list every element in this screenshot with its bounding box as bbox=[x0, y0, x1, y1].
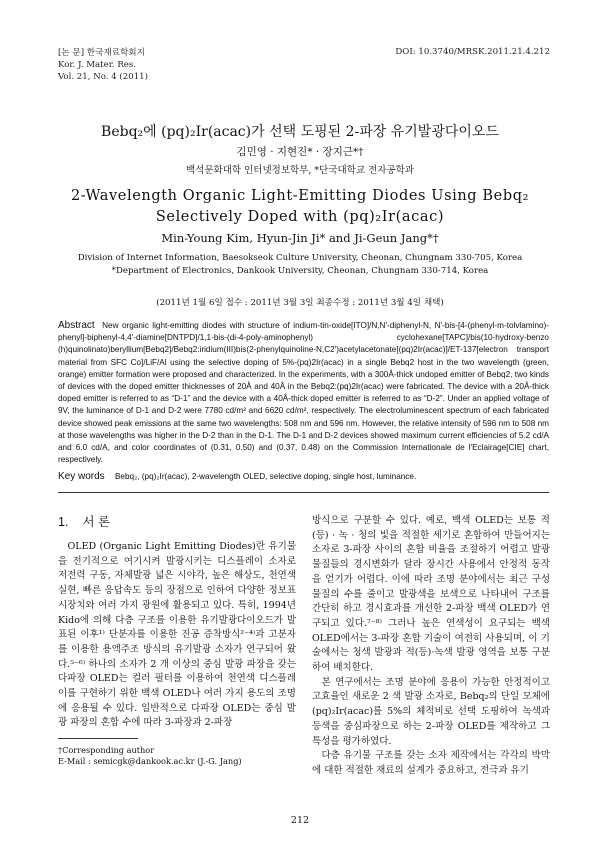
section-heading bbox=[58, 512, 110, 530]
footnote bbox=[58, 745, 242, 767]
doi-label: DOI: 10.3740/MRSK.2011.21.4.212 bbox=[395, 47, 550, 57]
right-column bbox=[312, 514, 550, 779]
abstract bbox=[58, 320, 549, 466]
journal-info bbox=[58, 47, 148, 84]
keywords-text: Bebq₂, (pq)₂Ir(acac), 2-wavelength OLED, selective doping, single host, luminance. bbox=[114, 472, 417, 481]
english-affiliation-line-1: Division of Internet Information, Baesokseok Culture University, Cheonan, Chungnam 330-705, Korea bbox=[77, 253, 523, 263]
footnote-divider bbox=[58, 738, 138, 739]
section-title: 서 론 bbox=[82, 515, 111, 529]
journal-line-3: Vol. 21, No. 4 (2011) bbox=[58, 72, 148, 83]
corresponding-author: †Corresponding author bbox=[58, 745, 155, 755]
korean-affiliation: 백석문화대학 인터넷정보학부, *단국대학교 전자공학과 bbox=[186, 165, 414, 176]
english-title-line-1: 2-Wavelength Organic Light-Emitting Diodes Using Bebq₂ bbox=[70, 188, 529, 204]
section-divider bbox=[58, 492, 549, 493]
right-paragraph-2: 본 연구에서는 조명 분야에 응용이 가능한 안정적이고 고효율인 새로운 2 색 발광 소자로, Bebq₂의 단일 모체에 (pq)₂Ir(acac)를 5%의 체적비로 선택 도핑하여 녹색과 등색을 중심파장으로 하는 2-파장 OLED를 제작하고 그 특성을 평가하였다. bbox=[312, 676, 550, 747]
right-paragraph-3: 다층 유기물 구조를 갖는 소자 제작에서는 각각의 박막에 대한 적절한 재료의 설계가 중요하고, 전극과 유기 bbox=[312, 750, 550, 776]
section-number: 1. bbox=[58, 515, 69, 529]
submission-dates: (2011년 1월 6일 접수 : 2011년 3월 3일 최종수정 : 2011년 3월 4일 채택) bbox=[156, 298, 444, 308]
abstract-label: Abstract bbox=[58, 320, 95, 331]
korean-authors: 김민영 · 지현진* · 장지근*† bbox=[236, 146, 364, 158]
left-paragraph-1: OLED (Organic Light Emitting Diodes)란 유기물을 전기적으로 여기시켜 발광시키는 디스플레이 소자로 저전력 구동, 자체발광 넓은 시야각, 높은 해상도, 천연색 실현, 빠른 응답속도 등의 장점으로 인하여 다양한 정보표시장치와 여러 가지 광원에 활용되고 있다. 특히, 1994년 Kido에 의해 다층 구조를 이용한 유기발광다이오드가 발표된 이후¹⁾ 단분자를 이용한 진공 증착방식²⁻⁴⁾과 고분자를 이용한 용액주조 방식의 유기발광 소자가 연구되어 왔다.⁵⁻⁶⁾ 하나의 소자가 2 개 이상의 중심 발광 파장을 갖는 다파장 OLED는 컬러 필터를 이용하여 천연색 디스플레이를 구현하기 위한 백색 OLED나 여러 가지 용도의 조명에 응용될 수 있다. 일반적으로 다파장 OLED는 중심 발광 파장의 혼합 수에 따라 3-파장과 2-파장 bbox=[58, 541, 296, 729]
abstract-text: New organic light-emitting diodes with structure of indium-tin-oxide[ITO]/N,N'-diphenyl-N, N'-bis-[4-(phenyl-m-tolvlamino)-phenyl]-biphenyl-4,4'-diamine[DNTPD]/1,1-bis-(di-4-poly-aminophenyl) cyclohexane[TAPC]/bis(10-hydroxy-benzo (h)quinolinato)beryllium[Bebq2]/Bebq2:iridium(III)bis(2-phenylquinoline-N,C2')acetylacetonate[(pq)2Ir(acac)]/ET-137[electron transport material from SFC Co]/LiF/Al using the selective doping of 5%-(pq)2Ir(acac) in a single Bebq2 host in the two wavelength (green, orange) emitter formation were proposed and characterized. In the experiments, with a 300Å-thick undoped emitter of Bebq2, two kinds of devices with the doped emitter thicknesses of 20Å and 40Å in the Bebq2:(pq)2Ir(acac) were fabricated. The device with a 20Å-thick doped emitter is referred to as “D-1” and the device with a 40Å-thick doped emitter is referred to as “D-2”. Under an applied voltage of 9V, the luminance of D-1 and D-2 were 7780 cd/m² and 6620 cd/m², respectively. The electroluminescent spectrum of each fabricated device showed peak emissions at the same two wavelengths: 508 nm and 596 nm. However, the relative intensity of 596 nm to 508 nm at those wavelengths was higher in the D-2 than in the D-1. The D-1 and D-2 devices showed maximum current efficiencies of 5.2 cd/A and 6.0 cd/A, and color coordinates of (0.31, 0.50) and (0.37, 0.48) on the Commission Internationale de l'Eclairage[CIE] chart, respectively. bbox=[58, 321, 550, 465]
english-authors: Min-Young Kim, Hyun-Jin Ji* and Ji-Geun Jang*† bbox=[161, 231, 439, 245]
english-affiliation-line-2: *Department of Electronics, Dankook University, Cheonan, Chungnam 330-714, Korea bbox=[111, 265, 489, 276]
english-title-line-2: Selectively Doped with (pq)₂Ir(acac) bbox=[155, 209, 445, 225]
english-affiliation bbox=[0, 252, 600, 277]
contact-email: E-Mail : semicgk@dankook.ac.kr (J.-G. Jang) bbox=[58, 756, 242, 766]
journal-line-1: [논 문] 한국재료학회지 bbox=[58, 48, 145, 58]
english-title bbox=[0, 186, 600, 228]
journal-line-2: Kor. J. Mater. Res. bbox=[58, 60, 137, 71]
keywords bbox=[58, 471, 549, 482]
keywords-label: Key words bbox=[58, 471, 105, 482]
right-paragraph-1: 방식으로 구분할 수 있다. 예로, 백색 OLED는 보통 적(등) · 녹 · 청의 빛을 적절한 세기로 혼합하여 만들어지는 소자로 3-파장 사이의 혼합 비율을 조절하기 어렵고 발광 물질들의 경시변화가 달라 장시간 사용에서 안정적 동작을 얻기가 어렵다. 이에 따라 조명 분야에서는 최근 구성 물질의 수를 줄이고 발광색을 보색으로 나타내어 구조를 간단히 하고 경시효과를 개선한 2-파장 백색 OLED가 연구되고 있다.⁷⁻⁸⁾ 그러나 높은 연색성이 요구되는 백색 OLED에서는 3-파장 혼합 기술이 여전히 사용되며, 이 기술에서는 청색 발광과 적(등)·녹색 발광 영역을 보통 구분하여 배치한다. bbox=[312, 515, 550, 674]
page-number: 212 bbox=[290, 815, 310, 826]
left-column bbox=[58, 540, 296, 731]
korean-title: Bebq₂에 (pq)₂Ir(acac)가 선택 도핑된 2-파장 유기발광다이오드 bbox=[101, 124, 499, 140]
